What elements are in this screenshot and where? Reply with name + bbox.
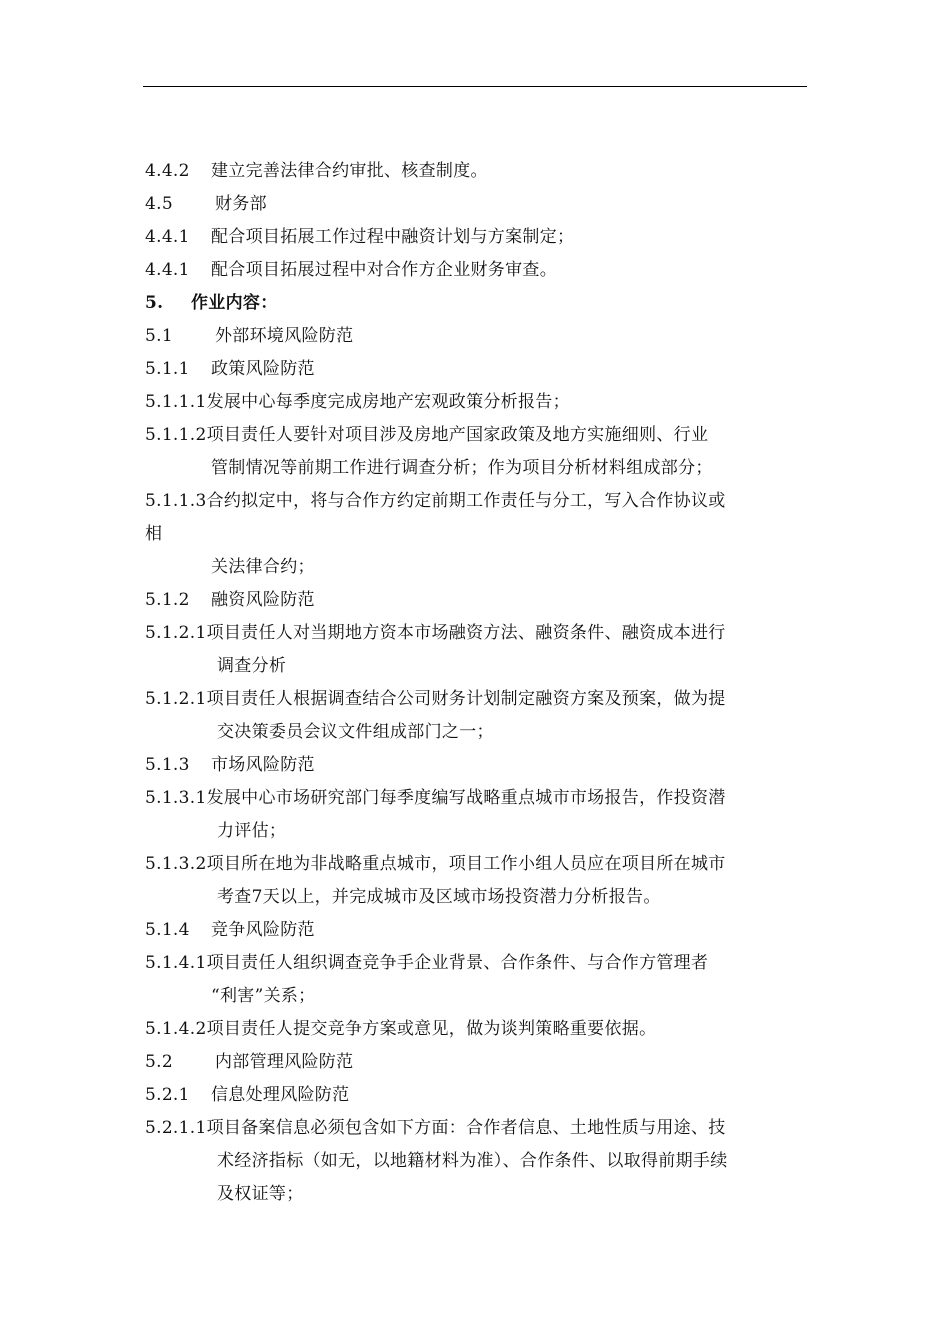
clause-text: 配合项目拓展过程中对合作方企业财务审查。 xyxy=(211,260,557,280)
item-text: 项目责任人根据调查结合公司财务计划制定融资方案及预案，做为提 xyxy=(206,689,726,709)
item-5-1-3-1-continuation: 力评估； xyxy=(217,821,287,841)
clause-5-1-2 xyxy=(145,584,810,617)
item-number: 5.1.3.1 xyxy=(145,788,207,808)
item-5-1-4-1 xyxy=(145,947,810,980)
item-number: 5.1.3.2 xyxy=(145,854,207,874)
item-text: 项目所在地为非战略重点城市，项目工作小组人员应在项目所在城市 xyxy=(206,854,726,874)
item-5-1-1-1 xyxy=(145,386,810,419)
item-number: 5.1.2.1 xyxy=(145,689,207,709)
item-text: 项目责任人组织调查竞争手企业背景、合作条件、与合作方管理者 xyxy=(206,953,709,973)
clause-5-1-3 xyxy=(145,749,810,782)
section-title: 财务部 xyxy=(215,194,267,214)
item-5-2-1-1-continuation: 术经济指标（如无，以地籍材料为准）、合作条件、以取得前期手续 xyxy=(217,1151,728,1171)
clause-5-1-4 xyxy=(145,914,810,947)
item-5-1-3-2 xyxy=(145,848,810,881)
clause-text: 竞争风险防范 xyxy=(211,920,315,940)
header-rule xyxy=(143,86,807,87)
item-number: 5.1.1.1 xyxy=(145,392,207,412)
clause-number: 5.1.3 xyxy=(145,755,190,775)
item-5-1-2-1-b-continuation: 交决策委员会议文件组成部门之一； xyxy=(217,722,494,742)
section-number: 5.1 xyxy=(145,326,173,346)
item-number: 5.2.1.1 xyxy=(145,1118,207,1138)
clause-4-4-2 xyxy=(145,155,810,188)
item-5-1-1-3-wrap: 相 xyxy=(145,524,163,544)
item-number: 5.1.1.3 xyxy=(145,491,207,511)
item-5-1-2-1-a-continuation: 调查分析 xyxy=(217,656,287,676)
item-text: 项目责任人提交竞争方案或意见，做为谈判策略重要依据。 xyxy=(206,1019,657,1039)
item-5-1-3-2-continuation: 考查7天以上，并完成城市及区域市场投资潜力分析报告。 xyxy=(217,887,661,907)
section-title: 内部管理风险防范 xyxy=(215,1052,354,1072)
section-number: 5.2 xyxy=(145,1052,173,1072)
item-text: 项目责任人对当期地方资本市场融资方法、融资条件、融资成本进行 xyxy=(206,623,726,643)
item-text: 发展中心市场研究部门每季度编写战略重点城市市场报告，作投资潜 xyxy=(206,788,726,808)
item-5-1-1-2 xyxy=(145,419,810,452)
clause-number: 5.2.1 xyxy=(145,1085,190,1105)
clause-text: 市场风险防范 xyxy=(211,755,315,775)
clause-text: 政策风险防范 xyxy=(211,359,315,379)
item-text: 项目责任人要针对项目涉及房地产国家政策及地方实施细则、行业 xyxy=(206,425,709,445)
item-text: 项目备案信息必须包含如下方面：合作者信息、土地性质与用途、技 xyxy=(206,1118,726,1138)
section-number: 4.5 xyxy=(145,194,173,214)
clause-number: 5.1.4 xyxy=(145,920,190,940)
section-4-5 xyxy=(145,188,810,221)
clause-number: 5.1.1 xyxy=(145,359,190,379)
clause-number: 4.4.1 xyxy=(145,227,190,247)
item-5-1-4-1-continuation: “利害”关系； xyxy=(211,986,316,1006)
section-title: 外部环境风险防范 xyxy=(215,326,354,346)
clause-4-4-1-a xyxy=(145,221,810,254)
item-5-2-1-1-continuation-2: 及权证等； xyxy=(217,1184,304,1204)
clause-text: 配合项目拓展工作过程中融资计划与方案制定； xyxy=(211,227,575,247)
clause-5-2-1 xyxy=(145,1079,810,1112)
item-5-1-3-1 xyxy=(145,782,810,815)
chapter-5-heading xyxy=(145,287,810,320)
chapter-title: 作业内容： xyxy=(191,293,278,313)
clause-text: 融资风险防范 xyxy=(211,590,315,610)
clause-text: 信息处理风险防范 xyxy=(211,1085,350,1105)
item-5-1-2-1-a xyxy=(145,617,810,650)
item-number: 5.1.2.1 xyxy=(145,623,207,643)
document-body xyxy=(145,155,810,1211)
clause-number: 4.4.2 xyxy=(145,161,190,181)
item-text: 发展中心每季度完成房地产宏观政策分析报告； xyxy=(206,392,570,412)
chapter-number: 5. xyxy=(145,293,164,313)
item-number: 5.1.4.1 xyxy=(145,953,207,973)
item-number: 5.1.1.2 xyxy=(145,425,207,445)
item-5-1-2-1-b xyxy=(145,683,810,716)
clause-text: 建立完善法律合约审批、核查制度。 xyxy=(211,161,488,181)
item-5-1-1-2-continuation: 管制情况等前期工作进行调查分析；作为项目分析材料组成部分； xyxy=(211,458,713,478)
clause-number: 5.1.2 xyxy=(145,590,190,610)
item-5-1-4-2 xyxy=(145,1013,810,1046)
item-text: 合约拟定中，将与合作方约定前期工作责任与分工，写入合作协议或 xyxy=(206,491,726,511)
item-number: 5.1.4.2 xyxy=(145,1019,207,1039)
clause-4-4-1-b xyxy=(145,254,810,287)
clause-number: 4.4.1 xyxy=(145,260,190,280)
section-5-1 xyxy=(145,320,810,353)
section-5-2 xyxy=(145,1046,810,1079)
clause-5-1-1 xyxy=(145,353,810,386)
item-5-1-1-3 xyxy=(145,485,810,518)
item-5-2-1-1 xyxy=(145,1112,810,1145)
item-5-1-1-3-continuation: 关法律合约； xyxy=(211,557,315,577)
